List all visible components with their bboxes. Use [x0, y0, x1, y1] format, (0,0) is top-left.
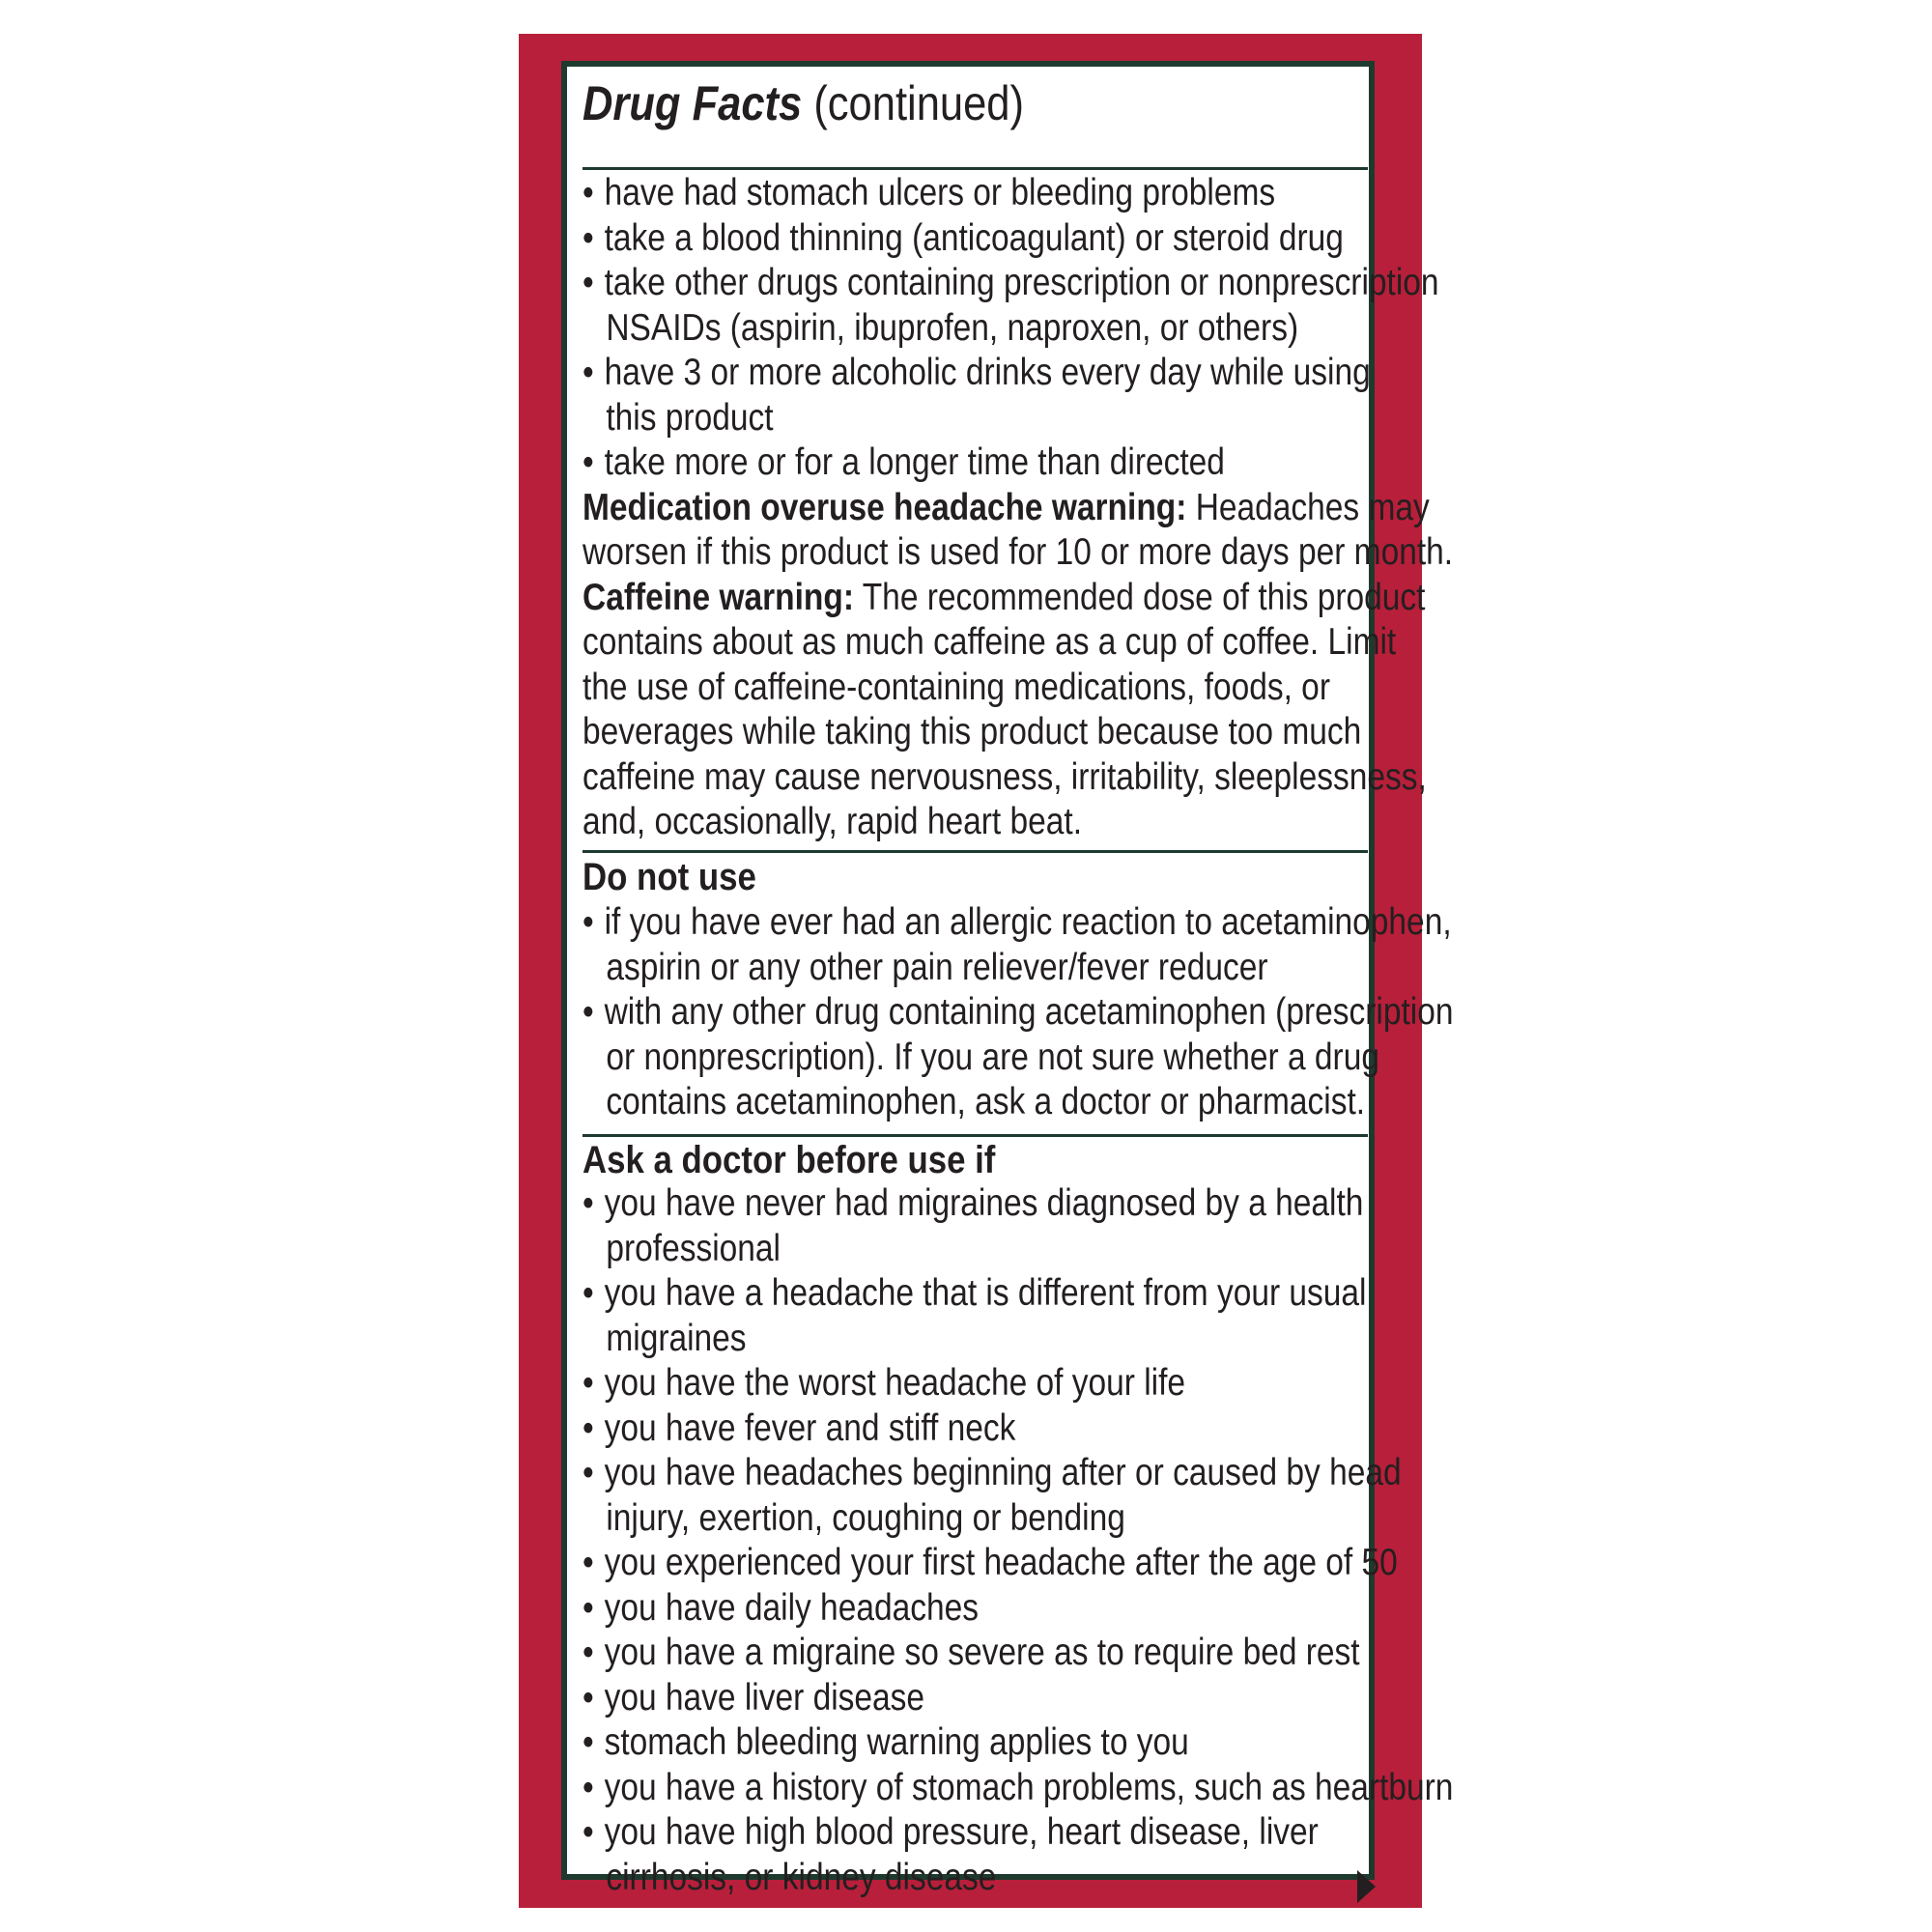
- caffeine-line: and, occasionally, rapid heart beat.: [582, 801, 1083, 842]
- list-item-text: if you have ever had an allergic reaction to acetaminophen,: [604, 901, 1452, 943]
- ask-doctor-section: [582, 1139, 1454, 1900]
- list-item-text: take other drugs containing prescription or nonprescription: [604, 262, 1439, 303]
- list-item-line: [582, 1451, 1402, 1496]
- title-block: [582, 67, 1368, 136]
- list-item-continuation: aspirin or any other pain reliever/fever reducer: [606, 946, 1268, 988]
- ask-doctor-item: [582, 1631, 1368, 1676]
- list-item-line: [582, 1720, 1368, 1766]
- panel-inner: [567, 67, 1454, 1898]
- do-not-use-heading: Do not use: [582, 856, 756, 898]
- bullet-icon: •: [582, 901, 594, 943]
- ask-doctor-item: [582, 1406, 1368, 1452]
- list-item-text: with any other drug containing acetaminophen (prescription: [604, 991, 1454, 1033]
- overuse-text: Headaches may: [1186, 486, 1430, 528]
- list-item-line: [582, 440, 1368, 486]
- ask-doctor-item: [582, 1451, 1402, 1541]
- title-drug-facts: Drug Facts: [582, 76, 803, 130]
- list-item-continuation: injury, exertion, coughing or bending: [606, 1496, 1125, 1539]
- ask-doctor-item: [582, 1271, 1368, 1361]
- list-item-line: [582, 1586, 1368, 1632]
- bullet-icon: •: [582, 172, 594, 213]
- caffeine-warning: [582, 576, 1427, 845]
- panel-frame: [561, 61, 1454, 1898]
- list-item-text: you experienced your first headache after the age of 50: [604, 1542, 1398, 1583]
- ask-doctor-item: [582, 1766, 1454, 1811]
- caffeine-line: the use of caffeine-containing medications, foods, or: [582, 666, 1330, 708]
- bullet-icon: •: [582, 1676, 594, 1719]
- bullet-icon: •: [582, 262, 594, 303]
- overuse-warning: [582, 486, 1454, 576]
- list-item-line: [582, 900, 1452, 946]
- list-item-continuation: this product: [606, 396, 774, 439]
- bullet-icon: •: [582, 1542, 594, 1583]
- bullet-icon: •: [582, 1766, 594, 1808]
- ask-doctor-item: [582, 1720, 1368, 1766]
- list-item-text: you have the worst headache of your life: [604, 1362, 1186, 1404]
- list-item-line: [582, 990, 1454, 1036]
- list-item-line: [582, 1361, 1368, 1406]
- list-item-line: [582, 1810, 1368, 1856]
- bullet-icon: •: [582, 1362, 594, 1404]
- list-item-continuation: migraines: [606, 1317, 747, 1359]
- list-item-line: [582, 216, 1368, 262]
- list-item-continuation: contains acetaminophen, ask a doctor or pharmacist.: [606, 1081, 1366, 1122]
- rule-3: [582, 1134, 1368, 1137]
- list-item-line: [582, 171, 1368, 216]
- right-triangle-arrow-icon: [1357, 1870, 1376, 1903]
- ask-doctor-item: [582, 1810, 1368, 1900]
- caffeine-line: beverages while taking this product because too much: [582, 711, 1362, 753]
- bullet-icon: •: [582, 991, 594, 1033]
- warning-bullet-item: [582, 216, 1368, 262]
- list-item-text: you have liver disease: [604, 1676, 925, 1719]
- bullet-icon: •: [582, 216, 594, 259]
- list-item-text: you have a headache that is different from your usual: [604, 1272, 1367, 1314]
- overuse-label: Medication overuse headache warning:: [582, 486, 1187, 528]
- list-item-continuation: NSAIDs (aspirin, ibuprofen, naproxen, or others): [606, 306, 1299, 349]
- bullet-icon: •: [582, 1721, 594, 1763]
- list-item-line: [582, 1541, 1398, 1586]
- do-not-use-item: [582, 990, 1454, 1125]
- list-item-line: [582, 261, 1439, 306]
- list-item-line: [582, 351, 1371, 396]
- do-not-use-item: [582, 900, 1452, 990]
- bullet-icon: •: [582, 441, 594, 483]
- list-item-text: you have a history of stomach problems, such as heartburn: [604, 1766, 1454, 1808]
- bullet-icon: •: [582, 1272, 594, 1314]
- list-item-continuation: cirrhosis, or kidney disease: [606, 1856, 997, 1898]
- warnings-section: [582, 171, 1454, 845]
- page-title: [582, 71, 1368, 136]
- bullet-icon: •: [582, 352, 594, 393]
- list-item-continuation: or nonprescription). If you are not sure whether a drug: [606, 1036, 1379, 1078]
- list-item-line: [582, 1271, 1368, 1317]
- bullet-icon: •: [582, 1182, 594, 1224]
- caffeine-line: contains about as much caffeine as a cup of coffee. Limit: [582, 621, 1397, 663]
- caffeine-text: The recommended dose of this product: [854, 576, 1426, 618]
- title-continued: (continued): [813, 76, 1024, 130]
- list-item-text: you have fever and stiff neck: [604, 1406, 1016, 1449]
- overuse-line: worsen if this product is used for 10 or more days per month.: [582, 531, 1454, 573]
- ask-doctor-item: [582, 1586, 1368, 1632]
- list-item-text: stomach bleeding warning applies to you: [604, 1721, 1189, 1763]
- caffeine-line: caffeine may cause nervousness, irritability, sleeplessness,: [582, 755, 1427, 798]
- list-item-text: you have high blood pressure, heart disease, liver: [604, 1811, 1319, 1853]
- ask-doctor-heading: Ask a doctor before use if: [582, 1139, 996, 1181]
- list-item-text: you have headaches beginning after or caused by head: [604, 1452, 1402, 1493]
- bullet-icon: •: [582, 1586, 594, 1629]
- ask-doctor-item: [582, 1181, 1368, 1271]
- bullet-icon: •: [582, 1811, 594, 1853]
- list-item-line: [582, 1631, 1368, 1676]
- list-item-line: [582, 1766, 1454, 1811]
- drug-facts-panel: [519, 34, 1454, 1908]
- list-item-text: take a blood thinning (anticoagulant) or steroid drug: [604, 216, 1344, 259]
- caffeine-line: [582, 576, 1426, 621]
- list-item-line: [582, 1406, 1368, 1452]
- caffeine-label: Caffeine warning:: [582, 576, 855, 618]
- rule-2: [582, 850, 1368, 853]
- warning-bullet-item: [582, 440, 1368, 486]
- list-item-text: have had stomach ulcers or bleeding problems: [604, 172, 1276, 213]
- ask-doctor-item: [582, 1676, 1368, 1721]
- list-item-text: you have a migraine so severe as to require bed rest: [604, 1632, 1360, 1673]
- bullet-icon: •: [582, 1452, 594, 1493]
- list-item-line: [582, 1676, 1368, 1721]
- list-item-text: have 3 or more alcoholic drinks every day while using: [604, 352, 1371, 393]
- bullet-icon: •: [582, 1406, 594, 1449]
- list-item-text: take more or for a longer time than directed: [604, 441, 1225, 483]
- ask-doctor-item: [582, 1361, 1368, 1406]
- list-item-continuation: professional: [606, 1227, 781, 1269]
- ask-doctor-item: [582, 1541, 1398, 1586]
- list-item-text: you have never had migraines diagnosed by a health: [604, 1182, 1364, 1224]
- warning-bullet-item: [582, 261, 1439, 351]
- warning-bullet-item: [582, 171, 1368, 216]
- rule-1: [582, 167, 1368, 170]
- do-not-use-section: [582, 854, 1454, 1125]
- list-item-text: you have daily headaches: [604, 1586, 979, 1629]
- overuse-line: [582, 486, 1430, 531]
- warning-bullet-item: [582, 351, 1371, 440]
- list-item-line: [582, 1181, 1368, 1227]
- bullet-icon: •: [582, 1632, 594, 1673]
